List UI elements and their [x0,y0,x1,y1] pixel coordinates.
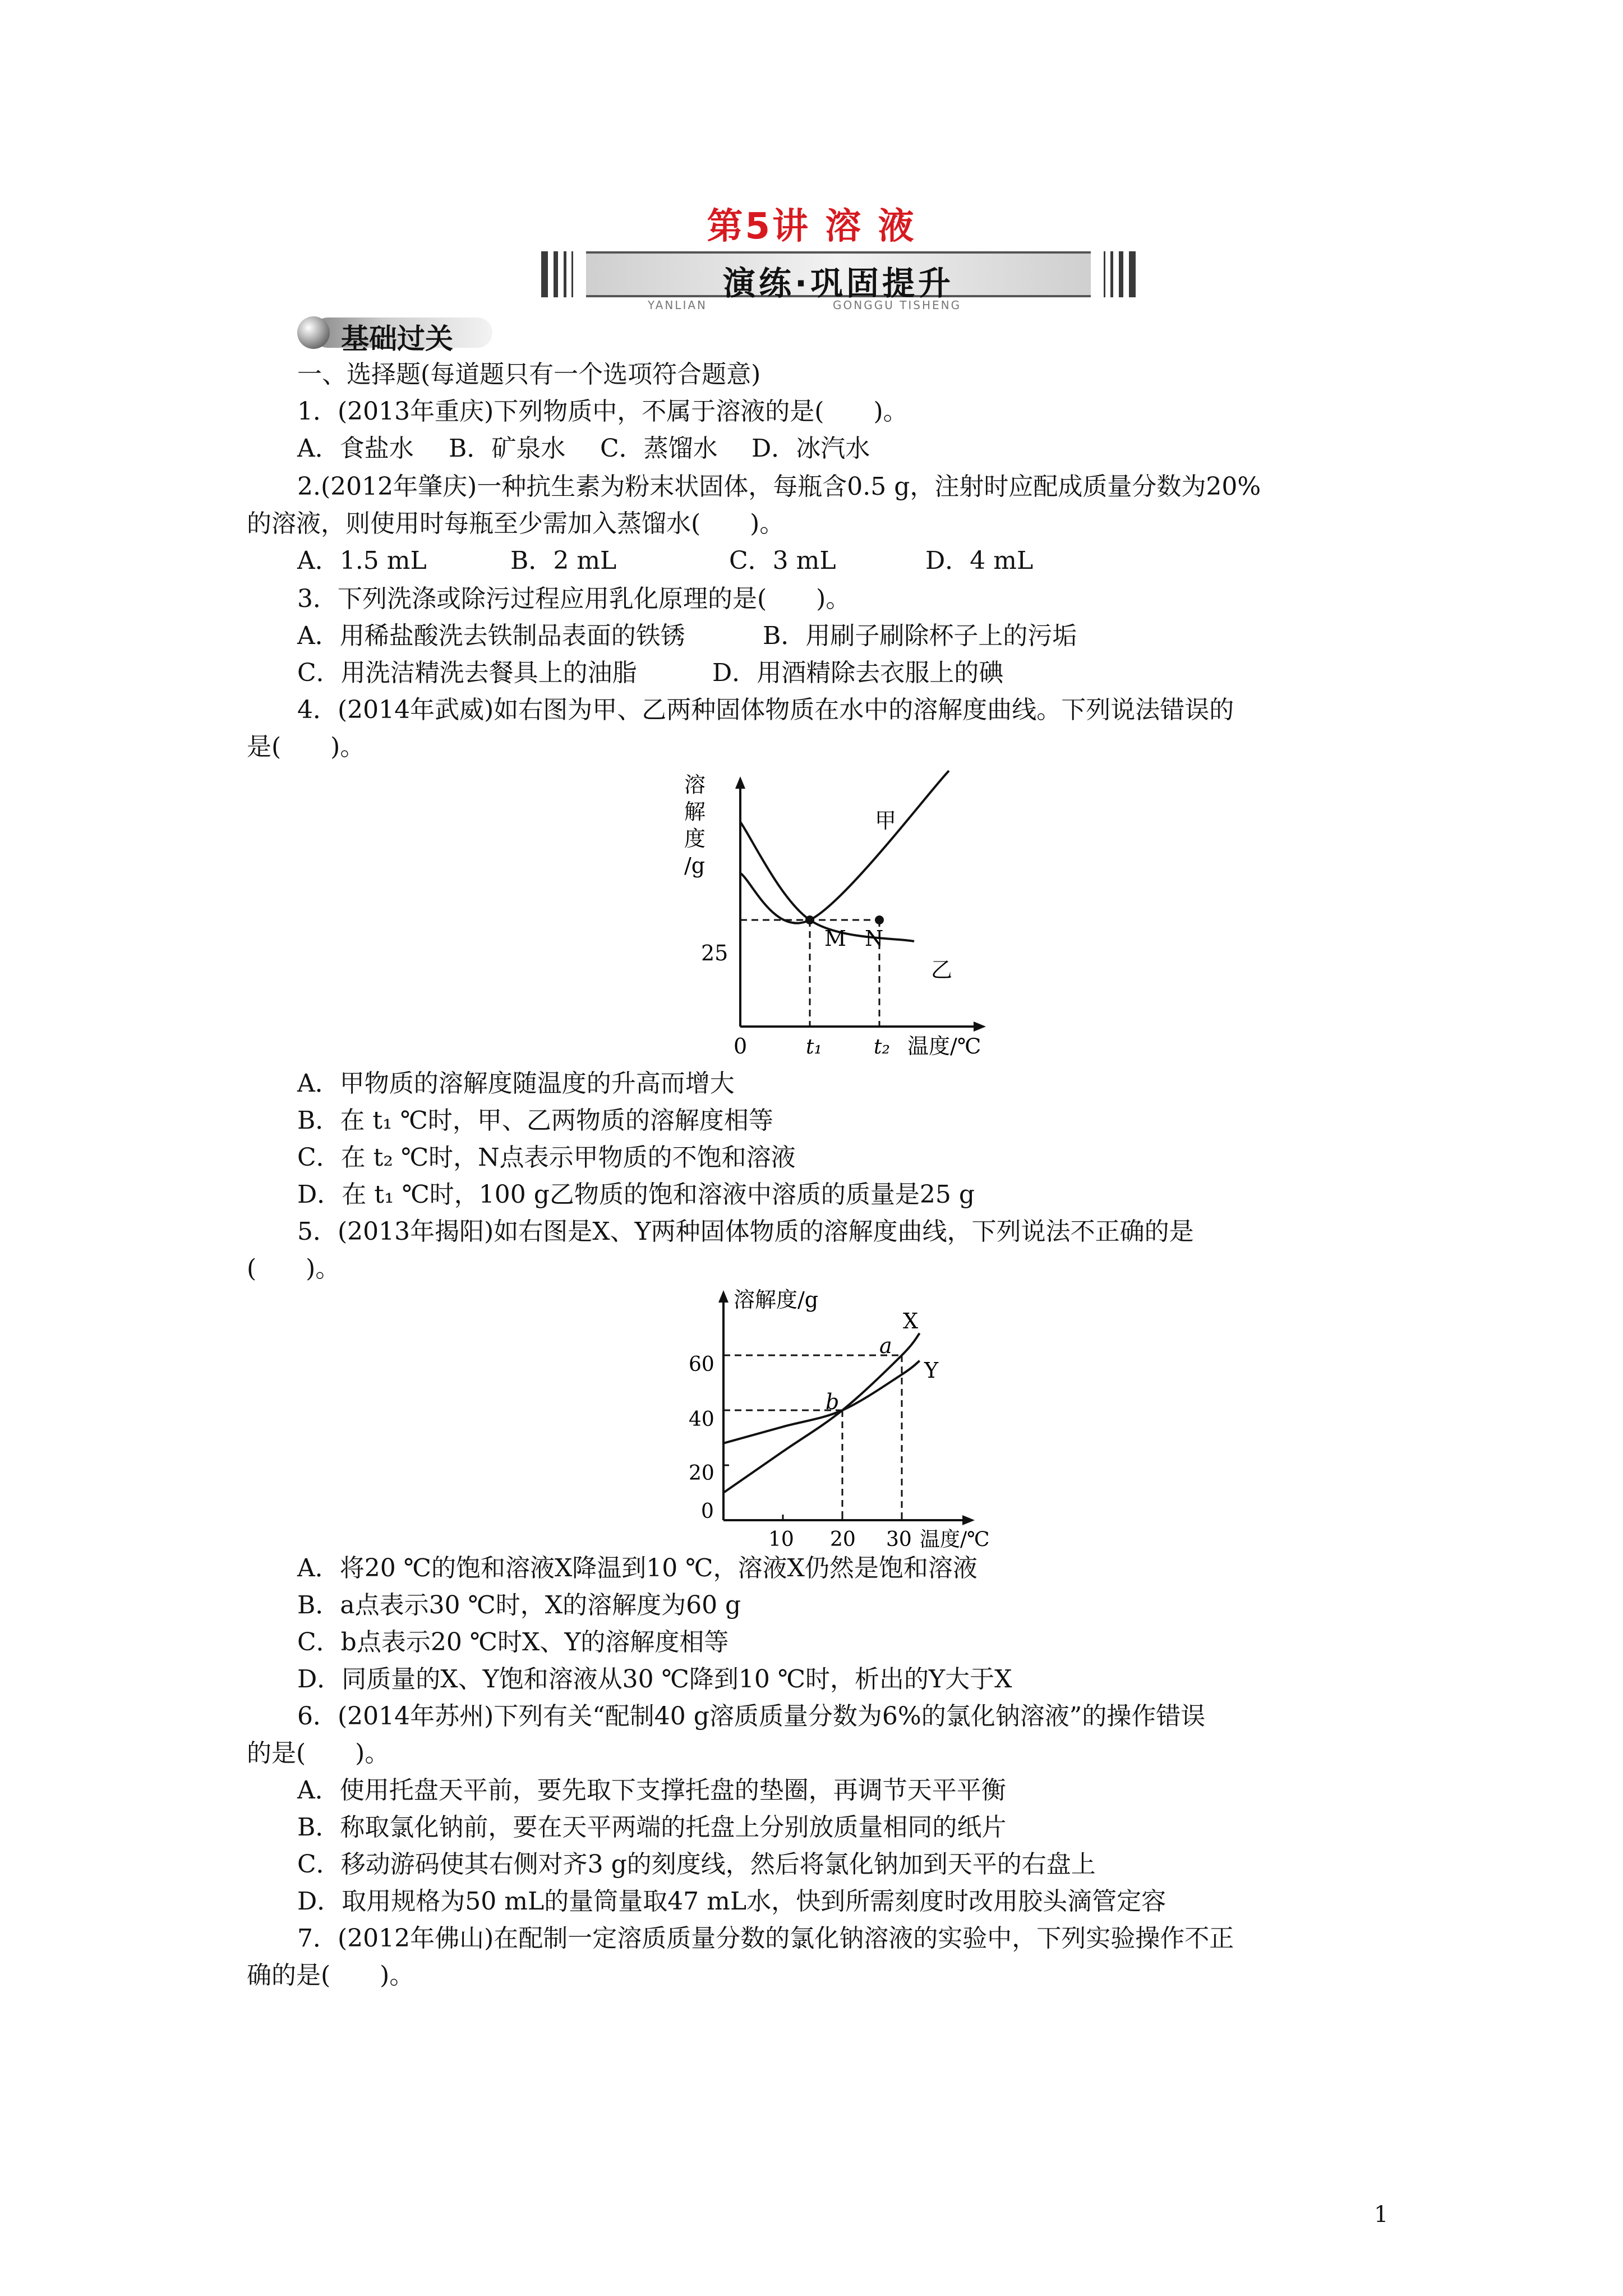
page-number: 1 [1374,2202,1389,2228]
chart1-series-yi [740,822,914,941]
q4-stem-line1: 4．(2014年武威)如右图为甲、乙两种固体物质在水中的溶解度曲线。下列说法错误的 [297,696,1234,724]
q6-stem-line2: 的是( )。 [247,1739,390,1768]
q4-option-c: C．在 t₂ ℃时，N点表示甲物质的不饱和溶液 [297,1143,796,1172]
chart1-x-arrow [974,1022,986,1032]
q1-option-c: C．蒸馏水 [600,434,718,463]
solubility-chart-1 [684,769,998,1066]
q2-option-a: A．1.5 mL [297,546,427,575]
chart1-point-M [805,915,814,924]
banner-bars-right [1096,251,1136,297]
q2-stem-line1: 2.(2012年肇庆)一种抗生素为粉末状固体，每瓶含0.5 g，注射时应配成质量分数为20% [297,472,1261,501]
chart2-series-label-X: X [903,1309,919,1333]
q4-option-a: A．甲物质的溶解度随温度的升高而增大 [297,1069,735,1098]
q2-option-b: B．2 mL [510,546,617,575]
q6-option-a: A．使用托盘天平前，要先取下支撑托盘的垫圈，再调节天平平衡 [297,1776,1006,1805]
part-heading: 一、选择题(每道题只有一个选项符合题意) [297,360,761,389]
banner-subtitle-right: GONGGU TISHENG [833,298,962,312]
chart1-series-label-yi: 乙 [931,958,953,982]
q3-option-d: D．用酒精除去衣服上的碘 [712,659,1004,687]
q1-option-d: D．冰汽水 [751,434,870,463]
q2-option-d: D．4 mL [925,546,1034,575]
chart2-label-b: b [826,1389,840,1414]
banner-subtitle-left: YANLIAN [648,298,707,312]
chart1-ylabel-2: 解 [684,799,706,824]
q6-stem-line1: 6．(2014年苏州)下列有关“配制40 g溶质质量分数为6%的氯化钠溶液”的操作错误 [297,1702,1206,1731]
chart1-series-label-jia: 甲 [875,808,897,833]
q1-stem: 1．(2013年重庆)下列物质中，不属于溶液的是( )。 [297,397,908,426]
chart1-label-M: M [824,926,846,951]
q6-option-c: C．移动游码使其右侧对齐3 g的刻度线，然后将氯化钠加到天平的右盘上 [297,1850,1096,1879]
q5-option-c: C．b点表示20 ℃时X、Y的溶解度相等 [297,1628,729,1657]
q7-stem-line1: 7．(2012年佛山)在配制一定溶质质量分数的氯化钠溶液的实验中，下列实验操作不正 [297,1924,1234,1953]
q5-option-a: A．将20 ℃的饱和溶液X降温到10 ℃，溶液X仍然是饱和溶液 [297,1554,978,1582]
section-label: 基础过关 [341,323,453,355]
chart2-xtick-10: 10 [768,1528,794,1548]
q2-option-c: C．3 mL [729,546,836,575]
q4-option-b: B．在 t₁ ℃时，甲、乙两物质的溶解度相等 [297,1106,773,1135]
q4-stem-line2: 是( )。 [247,733,365,761]
q3-stem: 3．下列洗涤或除污过程应用乳化原理的是( )。 [297,585,851,613]
chart2-x-arrow [962,1515,975,1525]
q6-option-d: D．取用规格为50 mL的量筒量取47 mL水，快到所需刻度时改用胶头滴管定容 [297,1887,1166,1916]
chart2-xtick-20: 20 [830,1528,856,1548]
section-banner [541,246,1136,312]
chart1-xlabel: 温度/℃ [907,1034,981,1059]
q3-option-a: A．用稀盐酸洗去铁制品表面的铁锈 [297,622,685,650]
q7-stem-line2: 确的是( )。 [247,1961,414,1990]
q5-stem-line1: 5．(2013年揭阳)如右图是X、Y两种固体物质的溶解度曲线，下列说法不正确的是 [297,1217,1194,1246]
banner-title: 演练·巩固提升 [722,264,955,302]
q1-option-b: B．矿泉水 [449,434,566,463]
page-title: 第5讲 溶 液 [707,206,916,247]
chart2-ytick-40: 40 [689,1408,714,1431]
chart2-xlabel: 温度/℃ [920,1528,990,1548]
badge-ball-icon [297,316,330,349]
chart1-point-N [875,915,884,924]
q2-stem-line2: 的溶液，则使用时每瓶至少需加入蒸馏水( )。 [247,509,785,538]
solubility-chart-2 [679,1285,993,1548]
q6-option-b: B．称取氯化钠前，要在天平两端的托盘上分别放质量相同的纸片 [297,1813,1007,1842]
chart1-ylabel-3: 度 [684,826,706,851]
q5-option-d: D．同质量的X、Y饱和溶液从30 ℃降到10 ℃时，析出的Y大于X [297,1665,1012,1694]
chart2-ylabel: 溶解度/g [734,1287,819,1312]
q5-stem-line2: ( )。 [247,1254,340,1283]
chart2-origin: 0 [701,1500,714,1523]
chart1-xtick-t1: t₁ [806,1036,822,1059]
chart1-ytick-25: 25 [701,941,728,965]
q5-option-b: B．a点表示30 ℃时，X的溶解度为60 g [297,1591,741,1619]
chart2-ytick-60: 60 [689,1353,714,1376]
chart1-label-N: N [865,926,884,951]
q1-option-a: A．食盐水 [297,434,414,463]
chart2-xtick-30: 30 [886,1528,912,1548]
chart1-xtick-t2: t₂ [874,1036,890,1059]
chart1-y-arrow [735,776,745,789]
section-badge [297,314,533,355]
q3-option-c: C．用洗洁精洗去餐具上的油脂 [297,659,637,687]
chart2-ytick-20: 20 [689,1462,714,1485]
q3-option-b: B．用刷子刷除杯子上的污垢 [763,622,1077,650]
chart1-origin: 0 [734,1034,748,1059]
chart2-label-a: a [879,1333,892,1358]
chart2-series-label-Y: Y [924,1358,939,1383]
chart1-ylabel-1: 溶 [684,772,706,797]
q4-option-d: D．在 t₁ ℃时，100 g乙物质的饱和溶液中溶质的质量是25 g [297,1180,975,1209]
chart2-y-arrow [718,1290,728,1303]
banner-body [586,251,1091,302]
banner-bars-left [541,251,580,297]
chart1-series-jia [740,771,949,923]
chart1-ylabel-4: /g [684,853,706,878]
chart2-series-Y [723,1361,920,1443]
